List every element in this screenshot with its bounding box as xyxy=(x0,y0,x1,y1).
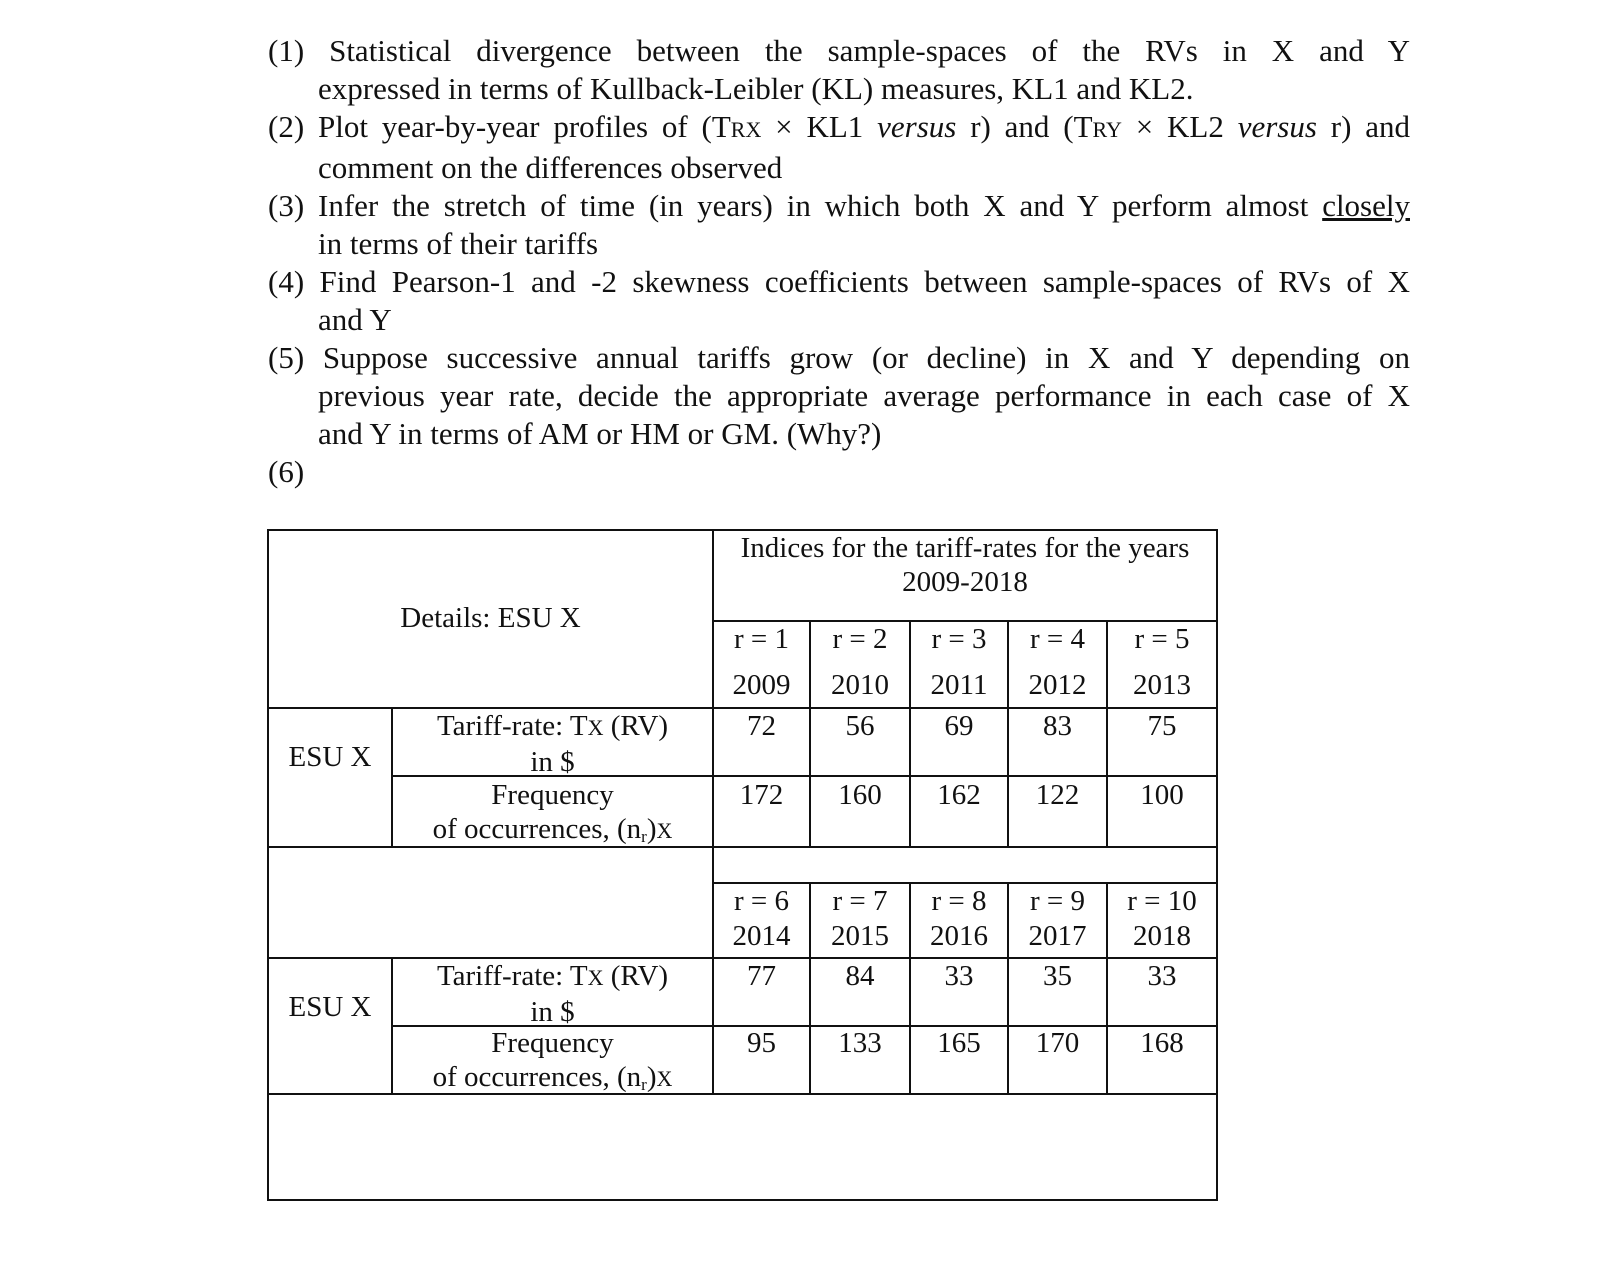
tariff-cell: 75 xyxy=(1147,710,1177,742)
tariff-label-2: Tariff-rate: TX (RV) in $ xyxy=(436,960,669,1028)
question-2-line-2: comment on the differences observed xyxy=(318,150,783,185)
question-5-line-3: and Y in terms of AM or HM or GM. (Why?) xyxy=(318,416,882,451)
year-cell: 2012 xyxy=(1028,669,1087,701)
question-1-line-2: expressed in terms of Kullback-Leibler (KL) measures, KL1 and KL2. xyxy=(318,71,1194,106)
r-label: r = 4 xyxy=(1029,623,1085,655)
esu-label-1: ESU X xyxy=(288,741,372,773)
frequency-cell: 165 xyxy=(937,1027,981,1059)
frequency-cell: 160 xyxy=(838,779,882,811)
r-label: r = 5 xyxy=(1134,623,1190,655)
question-3-line-1: (3) Infer the stretch of time (in years) in which both X and Y perform almost closely xyxy=(268,188,1410,223)
year-cell: 2017 xyxy=(1028,920,1087,952)
r-label: r = 8 xyxy=(931,885,987,917)
tariff-label-1: Tariff-rate: TX (RV) in $ xyxy=(436,710,669,778)
year-cell: 2014 xyxy=(732,920,791,952)
question-2-line-1: (2) Plot year-by-year profiles of (TRX × KL1 versus r) and (TRY × KL2 versus r) and xyxy=(268,109,1410,144)
frequency-label-2: Frequency of occurrences, $(n_r)X$ xyxy=(432,1027,673,1094)
frequency-cell: 122 xyxy=(1035,779,1080,811)
frequency-cell: 162 xyxy=(937,779,981,811)
question-1-line-1: (1) Statistical divergence between the sample-spaces of the RVs in X and Y xyxy=(268,33,1410,68)
frequency-cell: 95 xyxy=(747,1027,776,1059)
frequency-cell: 100 xyxy=(1140,779,1184,811)
table-header-years: 2009-2018 xyxy=(902,566,1028,598)
frequency-cell: 172 xyxy=(739,779,784,811)
question-5-line-2: previous year rate, decide the appropriate average performance in each case of X xyxy=(318,378,1410,413)
tariff-cell: 56 xyxy=(845,710,875,742)
question-3-line-2: in terms of their tariffs xyxy=(318,226,599,261)
tariff-cell: 72 xyxy=(747,710,776,742)
year-cell: 2010 xyxy=(831,669,889,701)
r-label: r = 3 xyxy=(931,623,987,655)
year-cell: 2013 xyxy=(1133,669,1191,701)
question-4-line-2: and Y xyxy=(318,302,392,337)
r-label: r = 2 xyxy=(832,623,888,655)
r-label: r = 1 xyxy=(733,623,789,655)
year-cell: 2016 xyxy=(930,920,988,952)
tariff-cell: 33 xyxy=(1147,960,1177,992)
esu-label-2: ESU X xyxy=(288,991,372,1023)
frequency-cell: 168 xyxy=(1140,1027,1184,1059)
details-label: Details: ESU X xyxy=(400,602,581,634)
r-label: r = 7 xyxy=(832,885,888,917)
question-6-label: (6) xyxy=(268,454,305,489)
tariff-cell: 84 xyxy=(845,960,875,992)
year-cell: 2009 xyxy=(732,669,791,701)
r-label: r = 10 xyxy=(1127,885,1197,917)
frequency-cell: 170 xyxy=(1035,1027,1080,1059)
table-header-title: Indices for the tariff-rates for the years xyxy=(740,532,1190,564)
question-4-line-1: (4) Find Pearson-1 and -2 skewness coefficients between sample-spaces of RVs of X xyxy=(268,264,1410,299)
year-cell: 2011 xyxy=(930,669,988,701)
tariff-cell: 35 xyxy=(1043,960,1072,992)
frequency-label-1: Frequency of occurrences, $(n_r)X$ xyxy=(432,779,673,846)
tariff-cell: 69 xyxy=(944,710,974,742)
tariff-cell: 83 xyxy=(1043,710,1072,742)
tariff-cell: 77 xyxy=(747,960,776,992)
tariff-cell: 33 xyxy=(944,960,974,992)
year-cell: 2018 xyxy=(1133,920,1191,952)
r-label: r = 6 xyxy=(733,885,789,917)
frequency-cell: 133 xyxy=(838,1027,882,1059)
year-cell: 2015 xyxy=(831,920,889,952)
r-label: r = 9 xyxy=(1029,885,1085,917)
question-5-line-1: (5) Suppose successive annual tariffs grow (or decline) in X and Y depending on xyxy=(268,340,1410,375)
